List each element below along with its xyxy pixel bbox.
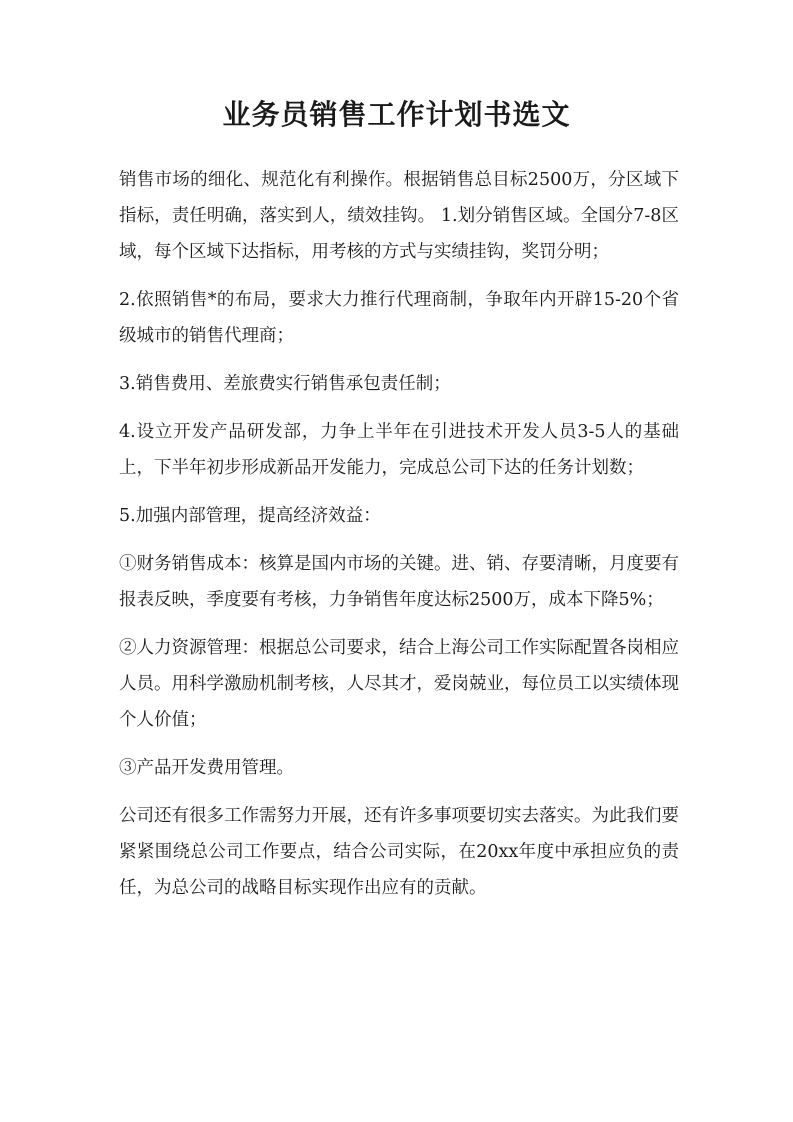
document-title: 业务员销售工作计划书选文 (222, 98, 571, 131)
paragraph-sub-3: ③产品开发费用管理。 (119, 758, 294, 778)
paragraph-item-3: 3.销售费用、差旅费实行销售承包责任制； (119, 374, 451, 394)
paragraph-sub-1: ①财务销售成本：核算是国内市场的关键。进、销、存要清晰，月度要有报表反映，季度要有考核，力争销售年度达标2500万，成本下降5%； (119, 554, 679, 610)
paragraph-intro: 销售市场的细化、规范化有利操作。根据销售总目标2500万，分区域下指标，责任明确，落实到人，绩效挂钩。 1.划分销售区域。全国分7-8区域，每个区域下达指标，用考核的方式与实绩挂钩，奖罚分明； (119, 170, 679, 262)
paragraph-item-2: 2.依照销售*的布局，要求大力推行代理商制，争取年内开辟15-20个省级城市的销售代理商； (119, 290, 679, 346)
paragraph-sub-2: ②人力资源管理：根据总公司要求，结合上海公司工作实际配置各岗相应人员。用科学激励机制考核，人尽其才，爱岗兢业，每位员工以实绩体现个人价值； (119, 638, 679, 730)
paragraph-item-4: 4.设立开发产品研发部，力争上半年在引进技术开发人员3-5人的基础上，下半年初步形成新品开发能力，完成总公司下达的任务计划数； (119, 422, 679, 478)
paragraph-conclusion: 公司还有很多工作需努力开展，还有许多事项要切实去落实。为此我们要紧紧围绕总公司工作要点，结合公司实际，在20xx年度中承担应负的责任，为总公司的战略目标实现作出应有的贡献。 (119, 806, 679, 898)
document-body (119, 162, 679, 918)
paragraph-item-5: 5.加强内部管理，提高经济效益： (119, 506, 381, 526)
